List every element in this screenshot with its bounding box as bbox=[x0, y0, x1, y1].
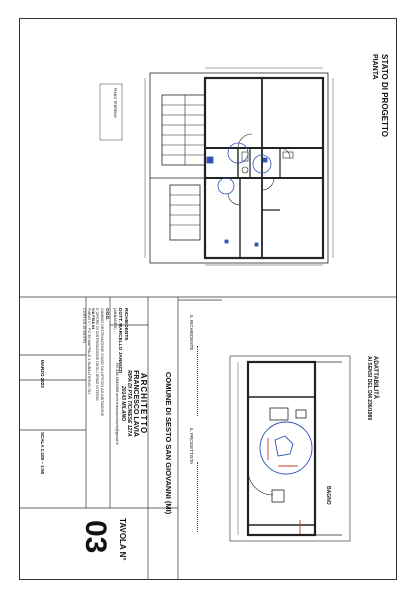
requester-heading: RICHIEDENTE bbox=[123, 308, 128, 341]
bathroom-detail bbox=[230, 356, 350, 541]
architect-name: FRANCESCO LAVIA bbox=[131, 370, 139, 437]
designer-signature-block bbox=[189, 428, 194, 464]
sheet-number: 03 bbox=[79, 520, 112, 554]
plan-legend-box bbox=[100, 84, 122, 140]
drawing-title: STATO DI PROGETTO bbox=[380, 54, 389, 137]
title-block-grid bbox=[19, 297, 397, 580]
drawing-subtitle: PIANTA bbox=[370, 54, 378, 80]
scale-block bbox=[40, 432, 45, 474]
adaptability-title-block bbox=[365, 356, 378, 420]
designer-signature-label: IL PROGETTISTA bbox=[189, 428, 194, 465]
municipality-block bbox=[163, 372, 172, 514]
object-line-4: PIANO 1° - FG 39 MAPPALE 4 SUBALTERNO 701 bbox=[86, 308, 91, 395]
sheet-label: TAVOLA N° bbox=[118, 518, 127, 561]
architect-address2: 20143 MILANO bbox=[120, 385, 127, 421]
sheet-label-block bbox=[118, 518, 127, 561]
designer-signature-line bbox=[196, 462, 198, 532]
dimension-marks-red bbox=[268, 438, 300, 534]
object-line-1: CAMBIO DESTINAZIONE D'USO DA UFFICIO AD ABITAZIONE bbox=[99, 308, 104, 417]
sheet-number-block bbox=[78, 520, 113, 553]
architect-heading: ARCHITETTO bbox=[139, 372, 148, 435]
architect-address1: RIPA DI PTA TICINESE 127A bbox=[125, 370, 132, 437]
plan-legend-label-block bbox=[113, 88, 117, 118]
requester-signature-block bbox=[189, 315, 194, 350]
plan-legend-label: PIANO TERRENO bbox=[113, 88, 117, 118]
project-scale: SCALA 1:100 – 1:50 bbox=[40, 432, 45, 475]
municipality-name: COMUNE DI SESTO SAN GIOVANNI (MI) bbox=[164, 372, 173, 515]
main-floor-plan bbox=[145, 68, 333, 265]
object-line-2: E OPERE DI DISTRIBUZIONE DEGLI SPAZI INTERNI bbox=[95, 308, 100, 401]
requester-signature-line bbox=[196, 346, 198, 416]
drawing-title-block bbox=[370, 54, 389, 137]
project-details-block bbox=[82, 308, 128, 416]
requester-name: DOTT. MARCELLO JANNIZZI bbox=[117, 308, 123, 374]
object-heading: OGG. bbox=[104, 308, 110, 321]
adaptability-line2: AI SENSI DEL DM 236/1989 bbox=[366, 356, 373, 421]
bathroom-label bbox=[324, 486, 330, 505]
adaptability-line1: ADATTABILITÀ bbox=[372, 356, 378, 400]
requester-note: (ABBADES) bbox=[112, 308, 118, 330]
architect-contacts: Tel 338.6549489 arch.francescolavia@gmail.it bbox=[115, 362, 121, 445]
object-line-5: CORTILE DI SESTO bbox=[82, 308, 87, 344]
bathroom-room-label: BAGNO bbox=[325, 486, 331, 505]
object-line-3: VIA PISA 64 bbox=[91, 308, 96, 330]
date-block bbox=[40, 360, 45, 388]
project-date: MARZO 2023 bbox=[40, 360, 45, 388]
requester-signature-label: IL RICHIEDENTE bbox=[189, 315, 194, 351]
